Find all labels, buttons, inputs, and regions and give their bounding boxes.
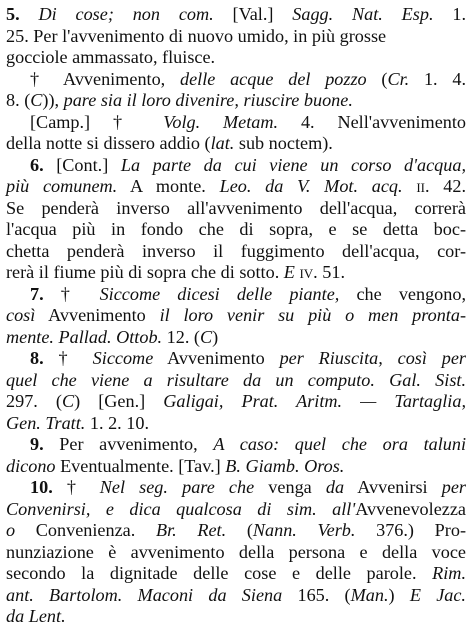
text-run: 376.) Pro-	[355, 520, 466, 540]
text-run: 7.	[30, 283, 44, 304]
text-run: Leo. da V. Mot. acq.	[219, 176, 403, 196]
text-run: Galigai, Prat. Aritm. — Tartaglia,	[163, 391, 466, 411]
text-run: B. Giamb. Oros.	[225, 455, 345, 476]
text-run: E Jac.	[409, 584, 466, 605]
text-run: C	[30, 90, 43, 110]
text-run: Per avvenimento,	[43, 434, 214, 454]
text-run: delle acque del pozzo	[179, 68, 367, 89]
text-line	[6, 262, 466, 284]
text-line	[6, 176, 466, 198]
text-line	[6, 413, 466, 435]
text-run: Siccome	[92, 348, 154, 368]
text-run: gocciole ammassato, fluisce.	[6, 47, 216, 67]
text-run: Convenienza.	[15, 520, 156, 540]
text-run: 4. Nell'avvenimento	[278, 111, 467, 132]
text-line	[6, 606, 466, 628]
text-run: ii.	[416, 176, 430, 196]
text-run: che vengono,	[339, 283, 467, 304]
text-run: [Val.]	[213, 4, 293, 24]
text-run: 12. (	[162, 326, 200, 347]
text-run: dicono	[6, 455, 56, 476]
text-run: 51.	[317, 262, 346, 282]
text-run: 165. (	[282, 584, 351, 605]
text-run: 25. Per l'avvenimento di nuovo umido, in più grosse	[6, 25, 387, 46]
text-run: [Camp.] †	[30, 111, 164, 132]
text-run: o	[6, 520, 16, 540]
text-run: )),	[42, 90, 64, 110]
text-run: della notte si dissero addio (	[6, 133, 211, 153]
text-line	[6, 585, 466, 607]
text-run: Avvenevolezza	[355, 498, 466, 519]
text-run: secondo la dignitade delle cose e delle parole.	[6, 563, 433, 583]
text-run: quel che viene a risultare da un computo. Gal. Sist.	[6, 369, 466, 390]
text-run: nunziazione è avvenimento della persona e della voce	[6, 541, 466, 562]
text-line	[6, 391, 466, 413]
text-line	[6, 520, 466, 542]
text-line	[6, 563, 466, 585]
text-line	[6, 456, 466, 478]
text-run: Di cose; non com.	[38, 4, 214, 24]
text-run: (	[226, 520, 253, 540]
text-run: Br. Ret.	[155, 520, 227, 540]
text-line	[6, 327, 466, 349]
text-run: Siccome dicesi delle piante,	[99, 283, 340, 304]
text-run: Man.	[350, 584, 389, 605]
text-run: mente. Pallad. Ottob.	[6, 326, 163, 347]
text-run: da Lent.	[6, 606, 66, 626]
text-run: per	[441, 477, 467, 497]
text-run	[403, 176, 417, 196]
text-run: Nel seg. pare che	[99, 477, 255, 497]
text-run	[20, 4, 39, 24]
text-run: A caso: quel che ora taluni	[213, 434, 467, 454]
text-run: Avvenirsi	[344, 477, 442, 497]
text-run: 297. (	[6, 391, 62, 411]
text-line	[6, 47, 466, 69]
text-run: E	[283, 262, 295, 282]
text-run: l'acqua più in fondo che di sopra, e se detta boc-	[6, 219, 466, 239]
text-line	[6, 198, 466, 220]
text-run: Eventualmente. [Tav.]	[55, 455, 226, 476]
text-line	[6, 155, 466, 177]
text-line	[6, 69, 466, 91]
text-run: lat.	[210, 133, 235, 153]
text-run: 5.	[6, 4, 20, 24]
text-line	[6, 90, 466, 112]
text-run: Gen. Tratt.	[6, 412, 86, 433]
text-line	[6, 284, 466, 306]
text-run: più comunem.	[6, 176, 118, 196]
text-line	[6, 348, 466, 370]
text-run: [Cont.]	[43, 154, 121, 175]
text-run: Rim.	[432, 563, 466, 583]
text-run: †	[43, 348, 93, 368]
text-run: La parte da cui viene un corso d'acqua,	[120, 154, 466, 175]
text-line	[6, 219, 466, 241]
text-run: Sagg. Nat. Esp.	[292, 4, 434, 24]
text-run: Avvenimento	[153, 348, 280, 368]
text-line	[6, 434, 466, 456]
text-run: 6.	[30, 154, 44, 175]
text-run: ant. Bartolom. Maconi da Siena	[6, 584, 283, 605]
text-line	[6, 370, 466, 392]
text-line	[6, 112, 466, 134]
text-run: C	[199, 326, 213, 347]
text-run: da	[325, 477, 345, 497]
text-run: 1. 4.	[409, 68, 466, 89]
text-run: 1. 2. 10.	[85, 412, 149, 433]
text-run: rerà il fiume più di sopra che di sotto.	[6, 262, 284, 282]
text-run: sub noctem).	[234, 133, 333, 153]
text-run: † Avvenimento,	[30, 68, 180, 89]
text-line	[6, 26, 466, 48]
text-run: 8.	[30, 348, 44, 368]
text-line	[6, 542, 466, 564]
text-run: per Riuscita, così per	[279, 348, 466, 368]
text-run: 10.	[30, 477, 53, 497]
text-run: 1.	[433, 4, 466, 24]
text-line	[6, 4, 466, 26]
text-run: Volg. Metam.	[163, 111, 279, 132]
text-run: pare sia il loro divenire, riuscire buone.	[63, 90, 353, 110]
text-run: †	[52, 477, 100, 497]
text-line	[6, 499, 466, 521]
text-run: chetta penderà inverso il fuggimento dell'acqua, cor-	[6, 240, 466, 261]
text-run: il loro venir su più o men pronta-	[159, 305, 467, 325]
text-run: C	[61, 391, 75, 411]
text-run: )	[212, 326, 219, 347]
text-run: Convenirsi, e dica qualcosa di sim. all'	[6, 498, 356, 519]
text-run: )	[388, 584, 410, 605]
text-run: 8. (	[6, 90, 31, 110]
text-run: ) [Gen.]	[74, 391, 164, 411]
text-line	[6, 477, 466, 499]
text-run: A monte.	[117, 176, 220, 196]
text-run: 9.	[30, 434, 44, 454]
text-line	[6, 241, 466, 263]
text-run: venga	[254, 477, 326, 497]
text-run: Nann. Verb.	[252, 520, 356, 540]
text-run: †	[43, 283, 100, 304]
text-line	[6, 305, 466, 327]
text-run: 42.	[429, 176, 467, 196]
text-run: Cr.	[387, 68, 410, 89]
text-run: Se penderà inverso all'avvenimento dell'acqua, correrà	[6, 197, 466, 218]
text-run: così	[6, 305, 36, 325]
text-line	[6, 133, 466, 155]
text-run: iv.	[299, 262, 318, 282]
text-run: (	[366, 68, 388, 89]
text-run: Avvenimento	[35, 305, 160, 325]
